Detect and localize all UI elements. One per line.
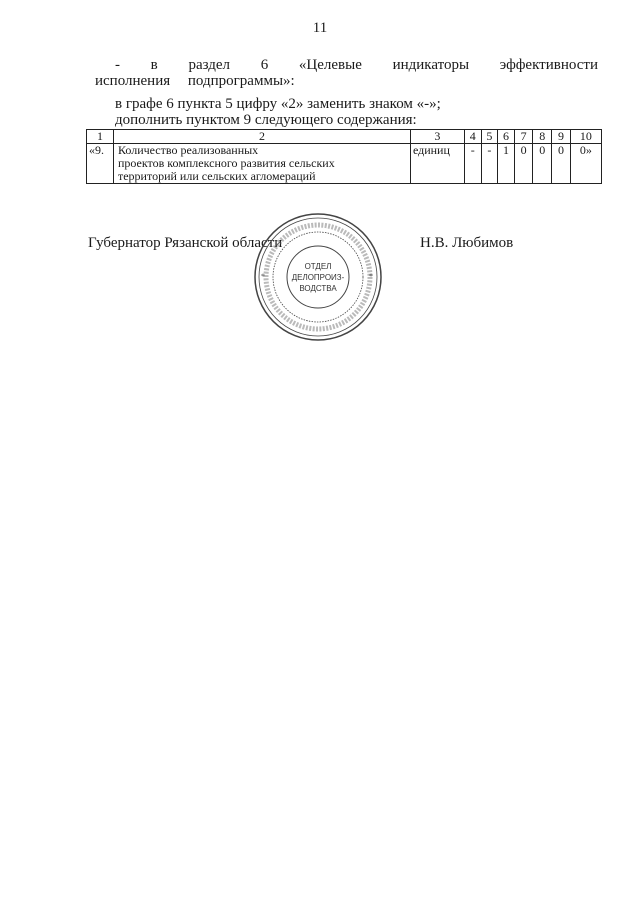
indicator-name-cell: [113, 144, 410, 184]
value-cell: 0: [514, 144, 533, 184]
official-seal: [253, 212, 383, 342]
header-cell: 10: [570, 130, 601, 144]
seal-line: ОТДЕЛ: [304, 261, 332, 271]
header-cell: 2: [113, 130, 410, 144]
indicators-table: [86, 129, 602, 184]
signatory-name: Н.В. Любимов: [420, 235, 514, 251]
svg-text:*: *: [261, 272, 265, 281]
seal-line: ДЕЛОПРОИЗ-: [291, 272, 345, 282]
unit-cell: единиц: [410, 144, 464, 184]
svg-text:*: *: [369, 272, 373, 281]
header-cell: 5: [481, 130, 498, 144]
value-cell: -: [464, 144, 481, 184]
indicator-name-line: территорий или сельских агломераций: [117, 169, 316, 183]
signatory-title: Губернатор Рязанской области: [88, 235, 283, 251]
value-cell: 0»: [570, 144, 601, 184]
header-cell: 7: [514, 130, 533, 144]
paragraph-replace-digit: в графе 6 пункта 5 цифру «2» заменить знаком «-»;: [115, 96, 441, 112]
header-cell: 6: [498, 130, 515, 144]
paragraph-add-item-9: дополнить пунктом 9 следующего содержания:: [115, 112, 417, 128]
header-cell: 1: [87, 130, 114, 144]
header-cell: 4: [464, 130, 481, 144]
seal-center-text: [253, 212, 383, 342]
header-cell: 9: [552, 130, 571, 144]
table-header-row: [87, 130, 602, 144]
header-cell: 3: [410, 130, 464, 144]
header-cell: 8: [533, 130, 552, 144]
item-number-cell: «9.: [87, 144, 114, 184]
indicator-name-line: проектов комплексного развития сельских: [117, 156, 335, 170]
indicator-name-line: Количество реализованных: [117, 143, 259, 157]
seal-line: ВОДСТВА: [299, 283, 337, 293]
value-cell: 0: [533, 144, 552, 184]
page-number: 11: [312, 20, 328, 36]
value-cell: 0: [552, 144, 571, 184]
table-row: [87, 144, 602, 184]
value-cell: 1: [498, 144, 515, 184]
value-cell: -: [481, 144, 498, 184]
paragraph-section-6: - в раздел 6 «Целевые индикаторы эффективности исполнения подпрограммы»:: [95, 57, 598, 89]
